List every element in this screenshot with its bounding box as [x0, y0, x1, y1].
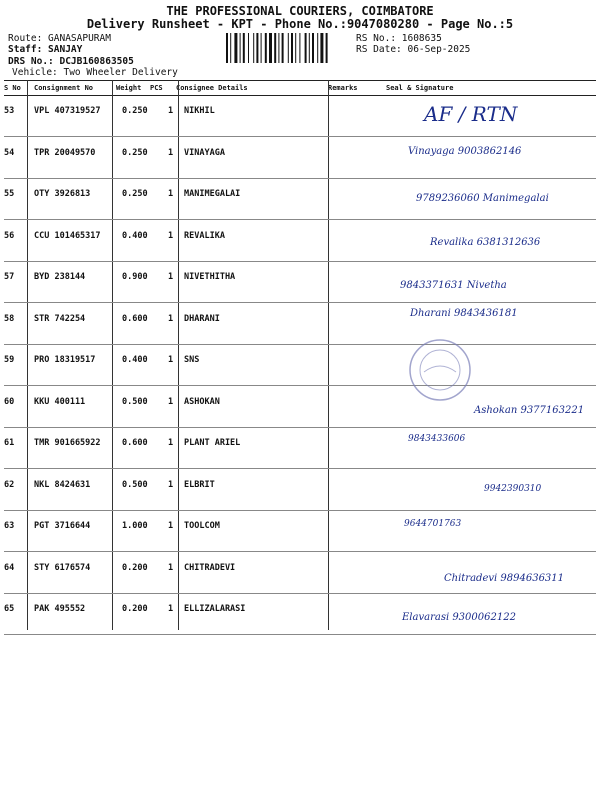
- row-weight: 0.250: [122, 106, 148, 116]
- row-consignment-no: OTY 3926813: [34, 189, 91, 199]
- row-weight: 0.200: [122, 604, 148, 614]
- row-pcs: 1: [168, 313, 174, 324]
- runsheet-subtitle: Delivery Runsheet - KPT - Phone No.:9047080280 - Page No.:5: [86, 17, 514, 31]
- row-signature: Ashokan 9377163221: [474, 404, 585, 416]
- table-row: [4, 302, 596, 345]
- row-weight: 0.250: [122, 189, 148, 199]
- row-sno: 57: [4, 272, 15, 282]
- col-consignment: Consignment No: [34, 84, 94, 92]
- row-consignment-no: TPR 20049570: [34, 147, 96, 158]
- row-consignment-no: NKL 8424631: [34, 479, 91, 490]
- row-signature: Chitradevi 9894636311: [444, 572, 565, 584]
- row-signature: Dharani 9843436181: [410, 307, 518, 319]
- vehicle-text: Vehicle: Two Wheeler Delivery: [12, 67, 178, 78]
- row-consignment-no: CCU 101465317: [34, 230, 101, 241]
- row-sno: 61: [4, 438, 15, 448]
- barcode-image: [226, 33, 352, 63]
- row-sno: 63: [4, 521, 15, 531]
- row-consignment-no: VPL 407319527: [34, 106, 101, 116]
- table-row: [4, 177, 596, 220]
- row-weight: 0.250: [122, 147, 148, 158]
- row-consignment-no: KKU 400111: [34, 396, 86, 407]
- row-consignee: TOOLCOM: [184, 521, 220, 531]
- company-title: THE PROFESSIONAL COURIERS, COIMBATORE: [166, 4, 434, 18]
- row-consignee: REVALIKA: [184, 230, 225, 241]
- row-weight: 0.600: [122, 438, 148, 448]
- route-text: Route: GANASAPURAM: [8, 33, 111, 44]
- staff-text: Staff: SANJAY: [8, 44, 83, 55]
- row-weight: 0.600: [122, 313, 148, 324]
- row-consignment-no: PGT 3716644: [34, 521, 91, 531]
- rs-number: RS No.: 1608635: [356, 33, 442, 44]
- table-row: [4, 385, 596, 428]
- row-sno: 60: [4, 396, 15, 407]
- table-row: [4, 509, 596, 552]
- row-consignment-no: STR 742254: [34, 313, 86, 324]
- drs-number: DRS No.: DCJB160863505: [8, 56, 134, 67]
- row-signature: 9789236060 Manimegalai: [416, 193, 549, 204]
- row-signature: 9843371631 Nivetha: [400, 280, 507, 291]
- row-sno: 55: [4, 189, 15, 199]
- row-weight: 0.400: [122, 230, 148, 241]
- row-sno: 56: [4, 230, 15, 241]
- table-row: [4, 219, 596, 262]
- table-row: [4, 468, 596, 511]
- row-consignee: SNS: [184, 355, 200, 365]
- row-sno: 58: [4, 313, 15, 324]
- row-sno: 54: [4, 147, 15, 158]
- row-consignment-no: BYD 238144: [34, 272, 86, 282]
- row-pcs: 1: [168, 230, 174, 241]
- row-weight: 0.500: [122, 396, 148, 407]
- row-weight: 0.900: [122, 272, 148, 282]
- table-row: [4, 592, 596, 635]
- row-sno: 62: [4, 479, 15, 490]
- row-sno: 59: [4, 355, 15, 365]
- row-consignment-no: PAK 495552: [34, 604, 86, 614]
- row-signature: 9843433606: [408, 434, 466, 444]
- col-pcs: PCS: [150, 84, 163, 92]
- row-pcs: 1: [168, 562, 174, 573]
- row-consignee: PLANT ARIEL: [184, 438, 241, 448]
- row-signature: 9942390310: [484, 483, 542, 494]
- row-signature: Revalika 6381312636: [430, 236, 541, 248]
- row-pcs: 1: [168, 521, 174, 531]
- row-consignee: DHARANI: [184, 313, 220, 324]
- row-pcs: 1: [168, 106, 174, 116]
- col-remarks: Remarks: [328, 84, 358, 92]
- row-signature: Vinayaga 9003862146: [408, 145, 522, 157]
- table-row: [4, 551, 596, 594]
- row-sno: 53: [4, 106, 15, 116]
- row-consignee: NIVETHITHA: [184, 272, 236, 282]
- delivery-seal-stamp: [408, 338, 472, 402]
- row-pcs: 1: [168, 438, 174, 448]
- row-pcs: 1: [168, 604, 174, 614]
- row-consignee: ASHOKAN: [184, 396, 220, 407]
- col-consignee: Consignee Details: [176, 84, 248, 92]
- table-row: [4, 343, 596, 386]
- row-pcs: 1: [168, 396, 174, 407]
- col-seal: Seal & Signature: [386, 84, 454, 92]
- row-pcs: 1: [168, 272, 174, 282]
- rs-date: RS Date: 06-Sep-2025: [356, 44, 471, 55]
- row-signature: Elavarasi 9300062122: [402, 612, 516, 623]
- row-consignee: CHITRADEVI: [184, 562, 236, 573]
- row-consignee: ELBRIT: [184, 479, 215, 490]
- row-weight: 0.200: [122, 562, 148, 573]
- row-consignee: NIKHIL: [184, 106, 215, 116]
- col-sno: S No: [4, 84, 21, 92]
- row-consignment-no: PRO 18319517: [34, 355, 96, 365]
- row-weight: 1.000: [122, 521, 148, 531]
- row-pcs: 1: [168, 355, 174, 365]
- row-sno: 64: [4, 562, 15, 573]
- row-consignee: MANIMEGALAI: [184, 189, 241, 199]
- row-pcs: 1: [168, 479, 174, 490]
- row-pcs: 1: [168, 147, 174, 158]
- row-signature: AF / RTN: [424, 102, 518, 126]
- row-weight: 0.500: [122, 479, 148, 490]
- row-pcs: 1: [168, 189, 174, 199]
- row-sno: 65: [4, 604, 15, 614]
- table-row: [4, 260, 596, 303]
- col-weight: Weight: [116, 84, 142, 92]
- table-row: [4, 426, 596, 469]
- table-row: [4, 94, 596, 137]
- table-row: [4, 136, 596, 179]
- row-consignee: VINAYAGA: [184, 147, 225, 158]
- row-consignment-no: TMR 901665922: [34, 438, 101, 448]
- row-weight: 0.400: [122, 355, 148, 365]
- row-signature: 9644701763: [404, 519, 462, 529]
- row-consignment-no: STY 6176574: [34, 562, 91, 573]
- row-consignee: ELLIZALARASI: [184, 604, 246, 614]
